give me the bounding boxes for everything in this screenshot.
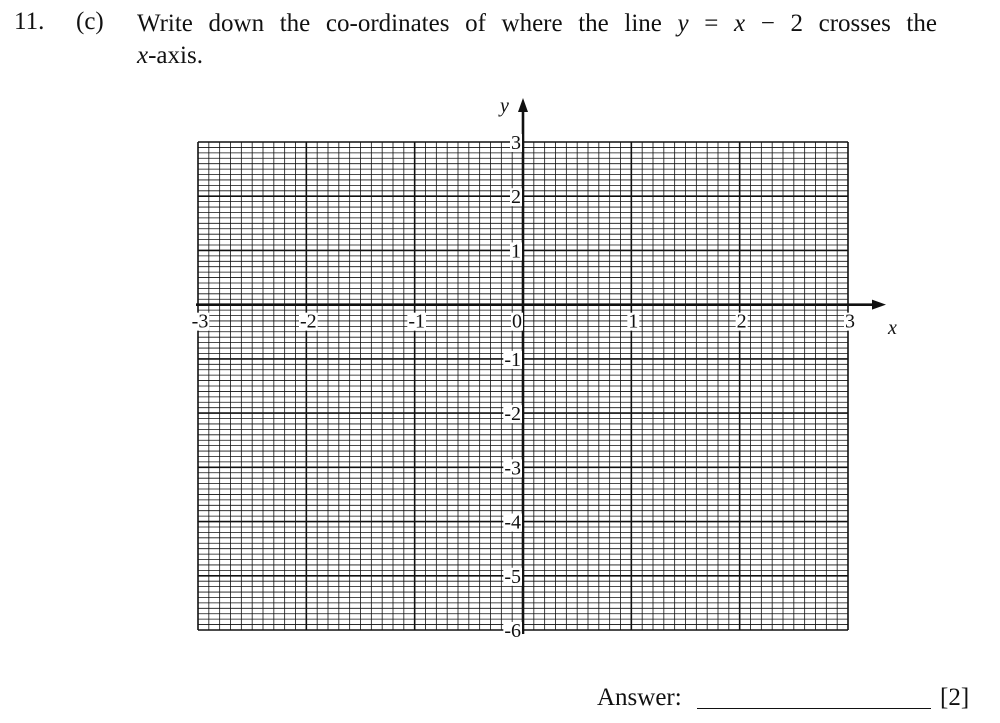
x-tick-label: 2 [736,310,747,333]
equation-x: x [734,10,746,37]
y-tick-label: -6 [504,620,521,642]
x-tick-label: -2 [299,310,317,333]
y-axis-arrowhead [518,98,528,112]
x-tick-label: 0 [512,310,522,333]
equation-equals: = [688,10,734,37]
y-tick-label: -3 [504,457,521,480]
y-tick-label: -5 [504,565,521,588]
y-tick-label: 2 [511,186,521,209]
y-tick-label: 3 [511,132,521,154]
question-text-part-a: Write down the co-ordinates of where the line [137,10,678,37]
x-axis-arrowhead [872,300,886,310]
x-axis-label: x [888,317,897,339]
equation-y: y [677,10,689,37]
question-number: 11. [14,8,45,35]
y-tick-label: -4 [504,511,521,534]
question-text-part-b: − 2 crosses the [745,10,937,37]
axis-word: -axis. [148,42,203,69]
x-tick-label: 1 [628,310,639,333]
x-tick-label: -3 [191,310,209,333]
y-tick-label: -2 [504,403,521,426]
axes [196,98,886,634]
y-tick-label: -1 [504,348,521,371]
x-tick-label: -1 [408,310,426,333]
answer-label: Answer: [597,684,682,711]
marks-label: [2] [940,684,970,711]
x-tick-label: 3 [845,310,855,333]
answer-input-line[interactable] [697,708,931,709]
y-tick-label: 1 [511,240,521,263]
y-axis-label: y [500,95,509,117]
question-part: (c) [76,8,104,35]
axis-var-x: x [137,42,149,69]
